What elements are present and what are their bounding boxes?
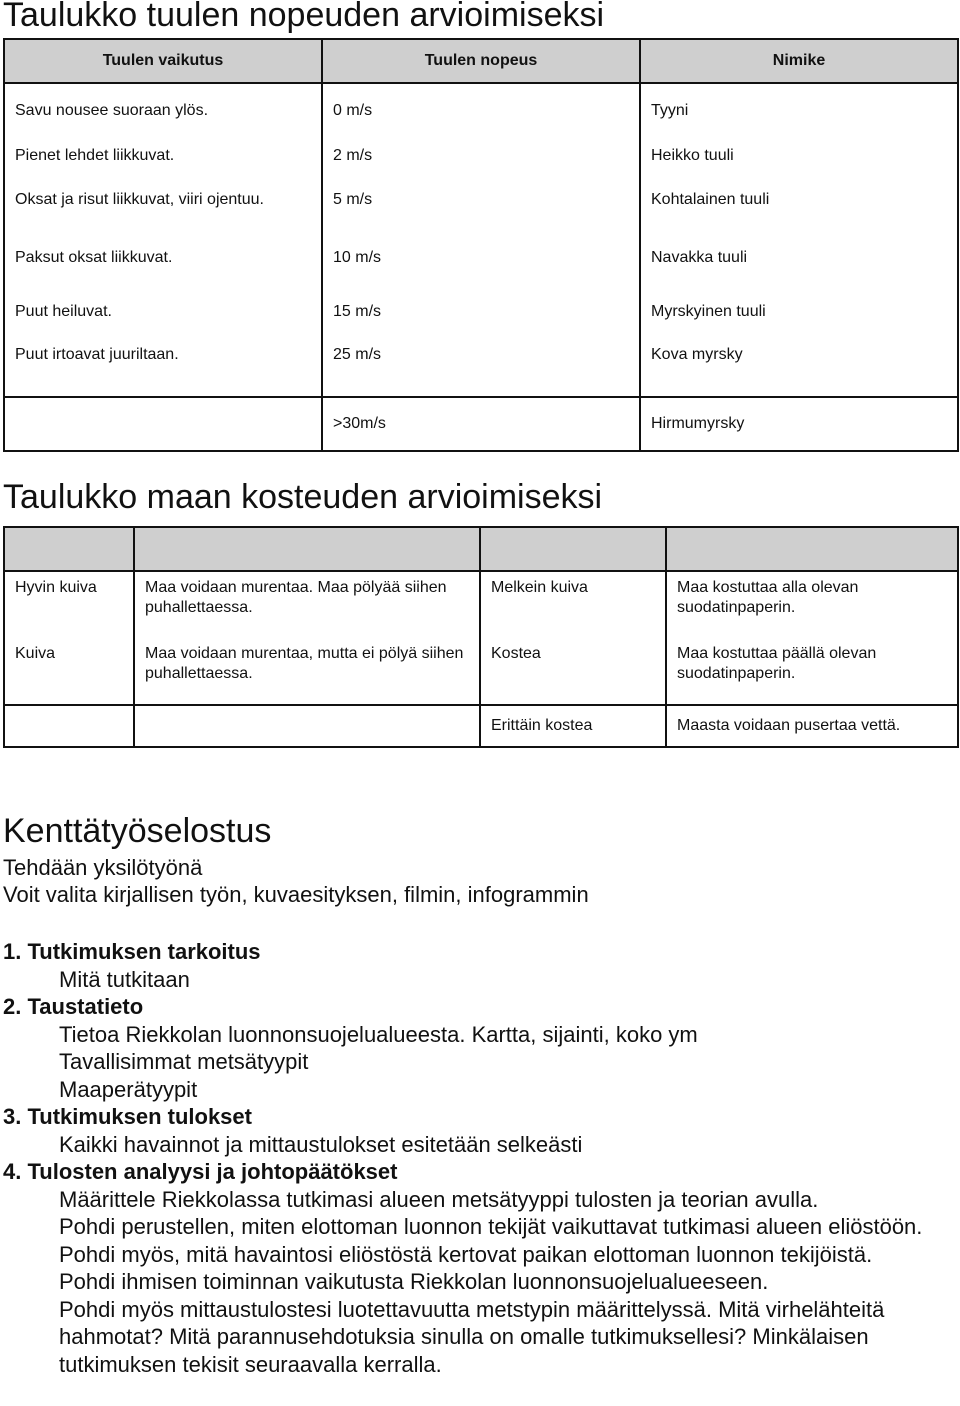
report-section-line: Tietoa Riekkolan luonnonsuojelualueesta. Kartta, sijainti, koko ym [59, 1021, 698, 1047]
wind-table-row [4, 83, 958, 134]
moisture-description-cell [134, 705, 480, 747]
wind-name-cell: Hirmumyrsky [640, 397, 958, 451]
moisture-table-title: Taulukko maan kosteuden arvioimiseksi [3, 478, 603, 516]
wind-name-cell: Kohtalainen tuuli [640, 178, 958, 222]
moisture-description-cell: Maa kostuttaa päällä olevan suodatinpaperin. [666, 638, 958, 705]
report-section-heading: 4. Tulosten analyysi ja johtopäätökset [3, 1159, 398, 1184]
header-tuulen-nopeus: Tuulen nopeus [322, 39, 640, 83]
wind-effect-cell: Paksut oksat liikkuvat. [4, 222, 322, 290]
moisture-level-cell: Erittäin kostea [480, 705, 666, 747]
wind-effect-cell: Puut heiluvat. [4, 290, 322, 334]
report-line-2: Voit valita kirjallisen työn, kuvaesityksen, filmin, infogrammin [3, 882, 589, 907]
wind-table-row [4, 397, 958, 451]
moisture-description-cell: Maasta voidaan pusertaa vettä. [666, 705, 958, 747]
moisture-description-cell: Maa voidaan murentaa, mutta ei pölyä siihen puhallettaessa. [134, 638, 480, 705]
moisture-table-row [4, 571, 958, 638]
report-sections [3, 938, 953, 1378]
wind-effect-cell: Pienet lehdet liikkuvat. [4, 134, 322, 178]
moisture-level-cell: Kostea [480, 638, 666, 705]
report-section-heading: 1. Tutkimuksen tarkoitus [3, 939, 261, 964]
report-title: Kenttätyöselostus [3, 812, 272, 850]
report-section-heading: 2. Taustatieto [3, 994, 144, 1019]
report-section-line: Määrittele Riekkolassa tutkimasi alueen metsätyyppi tulosten ja teorian avulla. [59, 1186, 819, 1212]
moisture-header-cell [134, 527, 480, 571]
moisture-header-cell [480, 527, 666, 571]
report-section-line: Kaikki havainnot ja mittaustulokset esitetään selkeästi [59, 1131, 583, 1157]
moisture-level-cell: Hyvin kuiva [4, 571, 134, 638]
header-tuulen-vaikutus: Tuulen vaikutus [4, 39, 322, 83]
wind-name-cell: Heikko tuuli [640, 134, 958, 178]
moisture-description-cell: Maa voidaan murentaa. Maa pölyää siihen puhallettaessa. [134, 571, 480, 638]
wind-speed-cell: >30m/s [322, 397, 640, 451]
wind-speed-cell: 5 m/s [322, 178, 640, 222]
moisture-level-cell: Melkein kuiva [480, 571, 666, 638]
report-line-1: Tehdään yksilötyönä [3, 855, 203, 880]
wind-effect-cell: Savu nousee suoraan ylös. [4, 83, 322, 134]
wind-name-cell: Navakka tuuli [640, 222, 958, 290]
wind-name-cell: Kova myrsky [640, 334, 958, 397]
report-section-line: Mitä tutkitaan [59, 966, 190, 992]
wind-table-row [4, 222, 958, 290]
wind-effect-cell [4, 397, 322, 451]
wind-table-row [4, 134, 958, 178]
report-section-line: Pohdi ihmisen toiminnan vaikutusta Riekkolan luonnonsuojelualueeseen. [59, 1269, 769, 1294]
wind-table-row [4, 290, 958, 334]
wind-speed-cell: 10 m/s [322, 222, 640, 290]
wind-speed-cell: 2 m/s [322, 134, 640, 178]
wind-name-cell: Myrskyinen tuuli [640, 290, 958, 334]
report-section-line: Pohdi perustellen, miten elottoman luonnon tekijät vaikuttavat tutkimasi alueen eliöstöön. Pohdi myös, mitä havaintosi eliöstöstä kertovat paikan elottoman luonnon tekijöistä. [59, 1214, 923, 1267]
header-nimike: Nimike [640, 39, 958, 83]
report-section-line: Pohdi myös mittaustulostesi luotettavuutta metstypin määrittelyssä. Mitä virhelähteitä hahmotat? Mitä parannusehdotuksia sinulla on omalle tutkimuksellesi? Minkälaisen tutkimuksen tekisit seuraavalla kerralla. [59, 1296, 885, 1377]
wind-table [3, 38, 959, 452]
wind-effect-cell: Puut irtoavat juuriltaan. [4, 334, 322, 397]
report-section-line: Tavallisimmat metsätyypit [59, 1049, 309, 1074]
report-section-line: Maaperätyypit [59, 1076, 198, 1102]
wind-speed-cell: 25 m/s [322, 334, 640, 397]
wind-effect-cell: Oksat ja risut liikkuvat, viiri ojentuu. [4, 178, 322, 222]
moisture-table-row [4, 638, 958, 705]
wind-speed-cell: 15 m/s [322, 290, 640, 334]
moisture-table-row [4, 705, 958, 747]
wind-name-cell: Tyyni [640, 83, 958, 134]
wind-table-row [4, 334, 958, 397]
moisture-level-cell: Kuiva [4, 638, 134, 705]
wind-table-row [4, 178, 958, 222]
moisture-header-cell [4, 527, 134, 571]
wind-speed-cell: 0 m/s [322, 83, 640, 134]
moisture-header-cell [666, 527, 958, 571]
report-section-heading: 3. Tutkimuksen tulokset [3, 1104, 252, 1129]
moisture-level-cell [4, 705, 134, 747]
wind-table-title: Taulukko tuulen nopeuden arvioimiseksi [3, 0, 605, 34]
moisture-table [3, 526, 959, 748]
moisture-description-cell: Maa kostuttaa alla olevan suodatinpaperin. [666, 571, 958, 638]
